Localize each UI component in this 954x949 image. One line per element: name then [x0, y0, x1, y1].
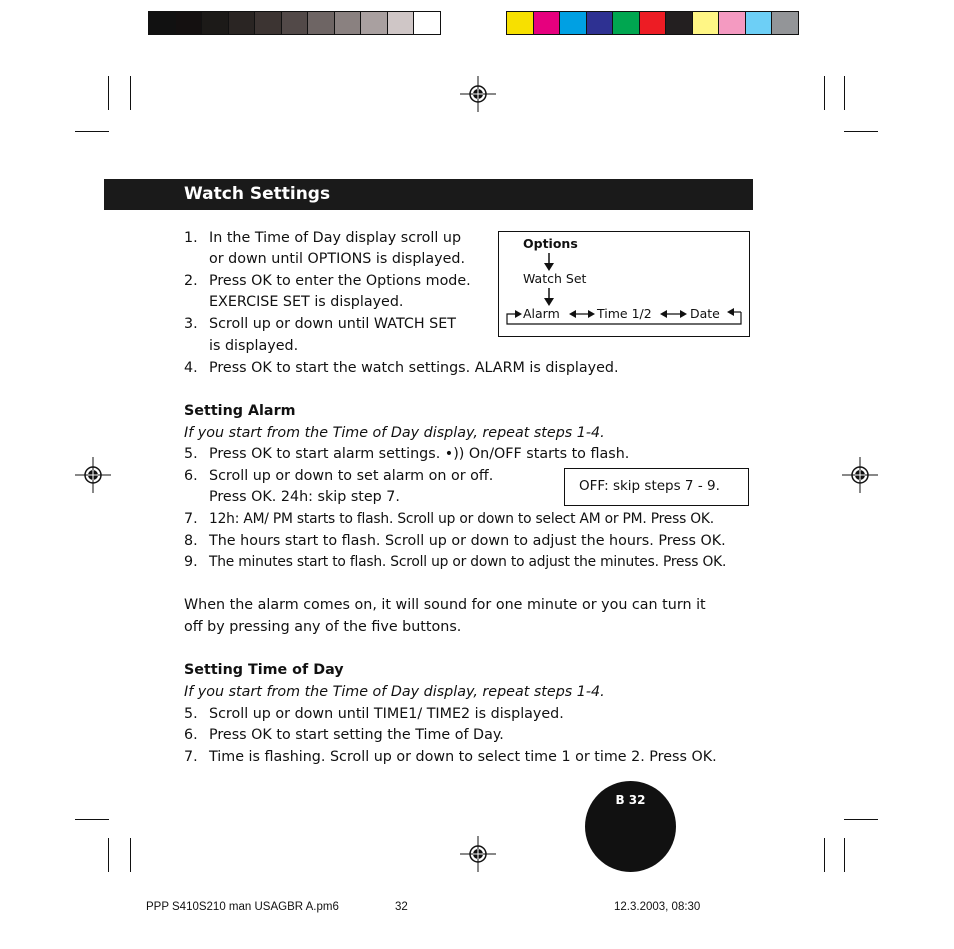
gray-swatch	[413, 11, 441, 35]
step-number: 6.	[184, 468, 198, 484]
step-text: In the Time of Day display scroll up	[209, 230, 462, 246]
step-number: 9.	[184, 554, 198, 570]
options-flow-diagram	[498, 231, 750, 337]
step-text: Press OK to start the watch settings. ALARM is displayed.	[209, 360, 619, 376]
step-text: 12h: AM/ PM starts to flash. Scroll up or down to select AM or PM. Press OK.	[209, 511, 714, 527]
gray-swatch	[281, 11, 309, 35]
alarm-heading: Setting Alarm	[184, 403, 296, 419]
footer-date: 12.3.2003, 08:30	[614, 901, 701, 913]
footer-page: 32	[395, 901, 408, 913]
step-text: Scroll up or down to set alarm on or off.	[209, 468, 494, 484]
step-number: 2.	[184, 273, 198, 289]
step-number: 7.	[184, 511, 198, 527]
step-text: The minutes start to flash. Scroll up or down to adjust the minutes. Press OK.	[209, 554, 727, 570]
color-swatch	[745, 11, 773, 35]
color-swatch	[559, 11, 587, 35]
diagram-watch-set-label: Watch Set	[523, 271, 587, 286]
color-swatch	[692, 11, 720, 35]
diagram-options-label: Options	[523, 236, 578, 251]
section-title: Watch Settings	[184, 184, 331, 204]
off-note-box	[564, 468, 749, 506]
step-text: Scroll up or down until WATCH SET	[209, 316, 456, 332]
step-text: Time is flashing. Scroll up or down to select time 1 or time 2. Press OK.	[209, 749, 717, 765]
gray-swatch	[387, 11, 415, 35]
diagram-arrows	[499, 232, 749, 336]
registration-mark-bottom	[460, 836, 496, 872]
alarm-paragraph-line: off by pressing any of the five buttons.	[184, 619, 462, 635]
color-swatch	[639, 11, 667, 35]
step-number: 7.	[184, 749, 198, 765]
gray-swatch	[148, 11, 176, 35]
step-text: Press OK to start alarm settings. •)) On/OFF starts to flash.	[209, 446, 630, 462]
off-note-text: OFF: skip steps 7 - 9.	[579, 478, 720, 494]
arrow-down-icon	[544, 288, 554, 306]
registration-mark-top	[460, 76, 496, 112]
diagram-time-label: Time 1/2	[597, 306, 652, 321]
step-number: 8.	[184, 533, 198, 549]
time-note: If you start from the Time of Day display, repeat steps 1-4.	[184, 684, 605, 700]
step-text: Press OK. 24h: skip step 7.	[209, 489, 400, 505]
time-heading: Setting Time of Day	[184, 662, 344, 678]
color-swatch	[533, 11, 561, 35]
step-text: is displayed.	[209, 338, 299, 354]
color-swatch	[665, 11, 693, 35]
diagram-date-label: Date	[690, 306, 720, 321]
color-swatch	[506, 11, 534, 35]
step-number: 3.	[184, 316, 198, 332]
step-text: Scroll up or down until TIME1/ TIME2 is displayed.	[209, 706, 564, 722]
color-swatch	[612, 11, 640, 35]
alarm-note: If you start from the Time of Day display, repeat steps 1-4.	[184, 425, 605, 441]
footer-filename: PPP S410S210 man USAGBR A.pm6	[146, 901, 339, 913]
color-swatch	[718, 11, 746, 35]
step-number: 6.	[184, 727, 198, 743]
loop-arrow-icon	[507, 308, 741, 324]
gray-swatch	[307, 11, 335, 35]
step-number: 5.	[184, 706, 198, 722]
step-text: or down until OPTIONS is displayed.	[209, 251, 466, 267]
step-number: 1.	[184, 230, 198, 246]
gray-swatch	[175, 11, 203, 35]
step-text: The hours start to flash. Scroll up or down to adjust the hours. Press OK.	[209, 533, 726, 549]
registration-mark-left	[75, 457, 111, 493]
page-number-label: B 32	[615, 793, 646, 807]
color-swatch	[586, 11, 614, 35]
gray-swatch	[228, 11, 256, 35]
registration-mark-right	[842, 457, 878, 493]
double-arrow-icon	[569, 310, 595, 318]
gray-swatch	[201, 11, 229, 35]
diagram-alarm-label: Alarm	[523, 306, 560, 321]
step-number: 4.	[184, 360, 198, 376]
step-text: Press OK to enter the Options mode.	[209, 273, 471, 289]
step-text: EXERCISE SET is displayed.	[209, 294, 404, 310]
alarm-paragraph-line: When the alarm comes on, it will sound for one minute or you can turn it	[184, 597, 706, 613]
color-swatch	[771, 11, 799, 35]
step-text: Press OK to start setting the Time of Day.	[209, 727, 504, 743]
double-arrow-icon	[660, 310, 687, 318]
arrow-down-icon	[544, 253, 554, 271]
gray-swatch	[334, 11, 362, 35]
gray-swatch	[254, 11, 282, 35]
gray-swatch	[360, 11, 388, 35]
step-number: 5.	[184, 446, 198, 462]
